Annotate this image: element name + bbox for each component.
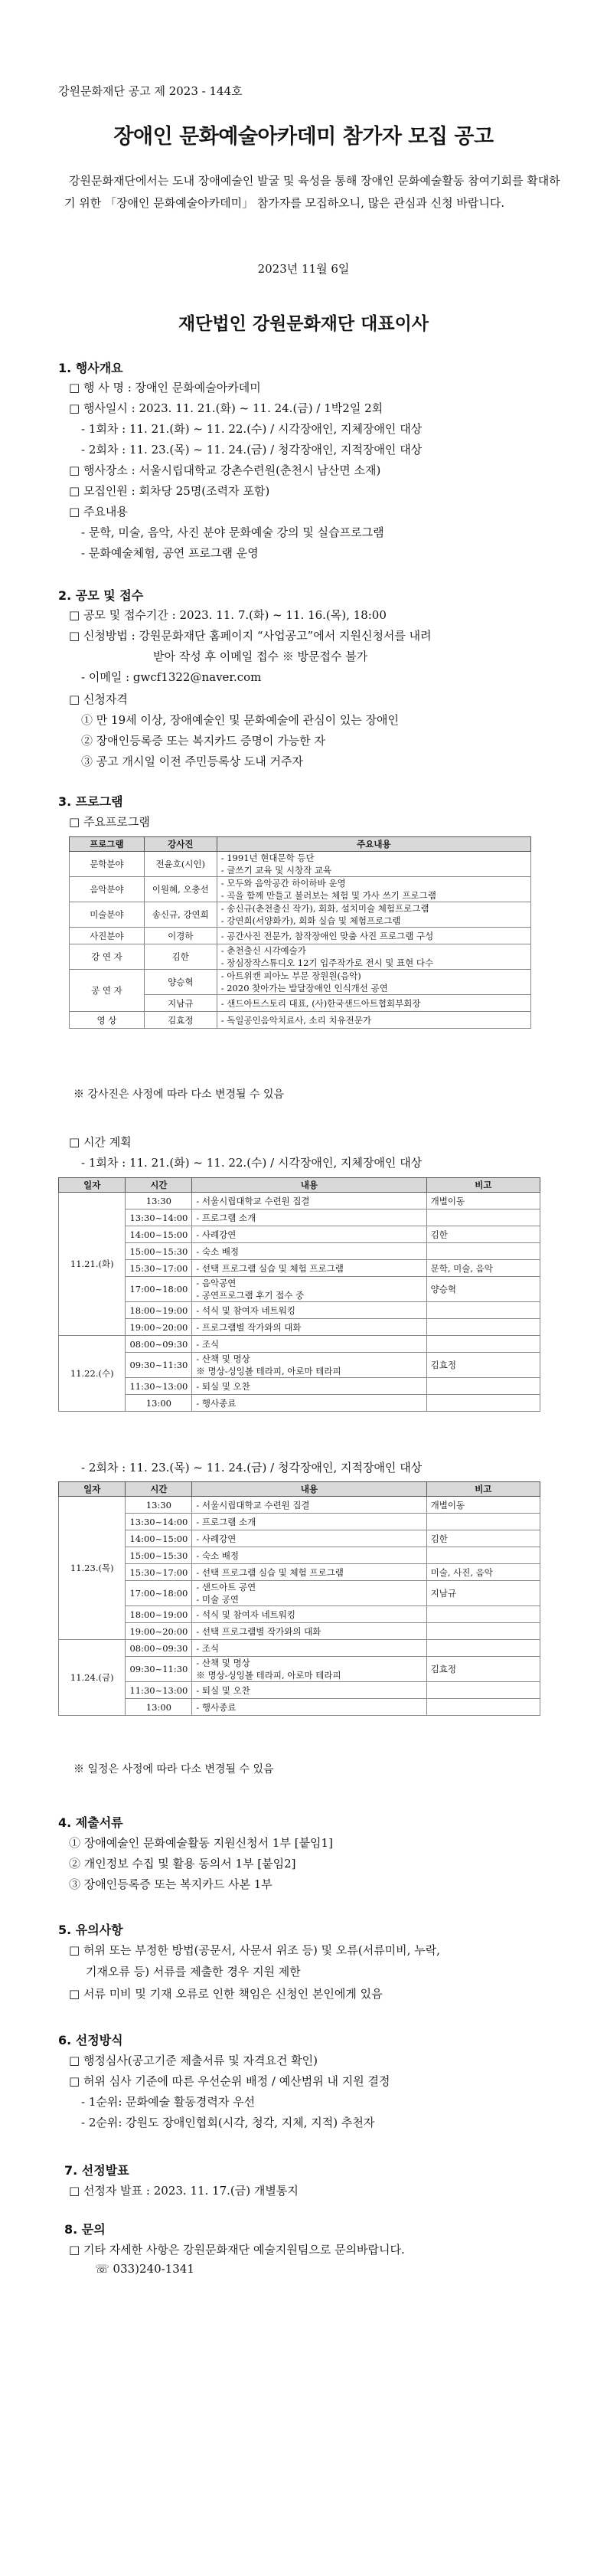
section-2-heading: 2. 공모 및 접수 <box>58 588 144 603</box>
program-cell: 강 연 자 <box>70 944 145 970</box>
content-cell: - 퇴실 및 오찬 <box>192 1682 426 1699</box>
content-cell: - 조식 <box>192 1336 426 1353</box>
table-row <box>59 1547 540 1564</box>
table-row <box>59 1319 540 1336</box>
s5-line: 기재오류 등) 서류를 제출한 경우 지원 제한 <box>86 1965 301 1979</box>
table-header: 시간 <box>126 1178 192 1193</box>
table-row <box>59 1209 540 1226</box>
s2-line: ③ 공고 개시일 이전 주민등록상 도내 거주자 <box>81 754 303 768</box>
s4-line: ② 개인정보 수집 및 활용 동의서 1부 [붙임2] <box>69 1857 296 1871</box>
time-cell: 18:00~19:00 <box>126 1606 192 1623</box>
program-cell: 문학분야 <box>70 852 145 877</box>
content-cell: - 서울시립대학교 수련원 집결 <box>192 1497 426 1514</box>
table-row <box>59 1640 540 1657</box>
time-cell: 09:30~11:30 <box>126 1353 192 1378</box>
table-header: 일자 <box>59 1178 126 1193</box>
round-1-label: - 1회차 : 11. 21.(화) ~ 11. 22.(수) / 시각장애인, 지체장애인 대상 <box>81 1156 423 1170</box>
s1-line: - 1회차 : 11. 21.(화) ~ 11. 22.(수) / 시각장애인, 지체장애인 대상 <box>81 422 423 436</box>
instructor-cell: 송신규, 강연희 <box>144 902 217 928</box>
program-cell: 음악분야 <box>70 877 145 902</box>
time-cell: 18:00~19:00 <box>126 1302 192 1319</box>
schedule-table-round-1 <box>58 1177 540 1412</box>
table-row <box>70 902 531 928</box>
time-cell: 17:00~18:00 <box>126 1277 192 1302</box>
time-cell: 15:00~15:30 <box>126 1243 192 1260</box>
content-cell: - 선택 프로그램 실습 및 체험 프로그램 <box>192 1564 426 1581</box>
program-note: ※ 강사진은 사정에 따라 다소 변경될 수 있음 <box>73 1088 285 1101</box>
remark-cell <box>426 1336 540 1353</box>
content-cell: - 1991년 현대문학 등단 - 글쓰기 교육 및 시창작 교육 <box>217 852 530 877</box>
remark-cell <box>426 1243 540 1260</box>
table-row <box>59 1606 540 1623</box>
table-header: 일자 <box>59 1482 126 1497</box>
organization-name: 재단법인 강원문화재단 대표이사 <box>178 314 429 334</box>
s1-line: □ 모집인원 : 회차당 25명(조력자 포함) <box>69 484 270 498</box>
remark-cell <box>426 1606 540 1623</box>
table-row <box>59 1378 540 1395</box>
table-header: 비고 <box>426 1482 540 1497</box>
remark-cell <box>426 1209 540 1226</box>
remark-cell: 문학, 미술, 음악 <box>426 1260 540 1277</box>
table-row <box>59 1336 540 1353</box>
s6-line: □ 허위 심사 기준에 따른 우선순위 배정 / 예산범위 내 지원 결정 <box>69 2074 390 2088</box>
table-row <box>59 1353 540 1378</box>
table-row <box>59 1243 540 1260</box>
section-1-heading: 1. 행사개요 <box>58 361 123 375</box>
remark-cell <box>426 1514 540 1530</box>
remark-cell: 김효정 <box>426 1353 540 1378</box>
section-8-heading: 8. 문의 <box>64 2222 106 2237</box>
remark-cell <box>426 1623 540 1640</box>
s2-line: ② 장애인등록증 또는 복지카드 증명이 가능한 자 <box>81 734 325 748</box>
table-row <box>59 1193 540 1209</box>
s3-subheading: □ 시간 계획 <box>69 1135 132 1149</box>
content-cell: - 숙소 배정 <box>192 1547 426 1564</box>
s2-line: □ 공모 및 접수기간 : 2023. 11. 7.(화) ~ 11. 16.(목), 18:00 <box>69 608 387 622</box>
round-2-label: - 2회차 : 11. 23.(목) ~ 11. 24.(금) / 청각장애인, 지적장애인 대상 <box>81 1461 423 1475</box>
content-cell: - 공간사진 전문가, 참작장애인 맞춤 사진 프로그램 구성 <box>217 928 530 944</box>
content-cell: - 선택 프로그램별 작가와의 대화 <box>192 1623 426 1640</box>
table-header: 내용 <box>192 1482 426 1497</box>
program-cell: 영 상 <box>70 1012 145 1029</box>
s2-line: □ 신청방법 : 강원문화재단 홈페이지 “사업공고”에서 지원신청서를 내려 <box>69 629 432 643</box>
table-row <box>59 1682 540 1699</box>
table-row <box>59 1699 540 1716</box>
s4-line: ③ 장애인등록증 또는 복지카드 사본 1부 <box>69 1877 272 1891</box>
content-cell: - 아트위캔 피아노 부문 장원원(음악) - 2020 찾아가는 발달장애인 인식개선 공연 <box>217 970 530 995</box>
content-cell: - 조식 <box>192 1640 426 1657</box>
table-row <box>59 1395 540 1412</box>
program-cell: 공 연 자 <box>70 970 145 1012</box>
content-cell: - 선택 프로그램 실습 및 체험 프로그램 <box>192 1260 426 1277</box>
content-cell: - 샌드아트스토리 대표, (사)한국샌드아트협회부회장 <box>217 995 530 1012</box>
program-cell: 사진분야 <box>70 928 145 944</box>
content-cell: - 퇴실 및 오찬 <box>192 1378 426 1395</box>
s4-line: ① 장애예술인 문화예술활동 지원신청서 1부 [붙임1] <box>69 1836 333 1850</box>
remark-cell: 김효정 <box>426 1657 540 1682</box>
time-cell: 19:00~20:00 <box>126 1623 192 1640</box>
table-row <box>70 1012 531 1029</box>
s1-line: □ 행 사 명 : 장애인 문화예술아카데미 <box>69 381 261 394</box>
instructor-cell: 김한 <box>144 944 217 970</box>
notice-number: 강원문화재단 공고 제 2023 - 144호 <box>58 84 243 98</box>
s8-line: □ 기타 자세한 사항은 강원문화재단 예술지원팀으로 문의바랍니다. <box>69 2243 405 2257</box>
content-cell: - 석식 및 참여자 네트워킹 <box>192 1606 426 1623</box>
s2-line: ① 만 19세 이상, 장애예술인 및 문화예술에 관심이 있는 장애인 <box>81 713 400 727</box>
s5-line: □ 서류 미비 및 기재 오류로 인한 책임은 신청인 본인에게 있음 <box>69 1987 383 2001</box>
time-cell: 08:00~09:30 <box>126 1336 192 1353</box>
time-cell: 08:00~09:30 <box>126 1640 192 1657</box>
s1-line: - 2회차 : 11. 23.(목) ~ 11. 24.(금) / 청각장애인, 지적장애인 대상 <box>81 443 423 457</box>
page-title: 장애인 문화예술아카데미 참가자 모집 공고 <box>113 125 494 149</box>
content-cell: - 행사종료 <box>192 1395 426 1412</box>
time-cell: 11:30~13:00 <box>126 1682 192 1699</box>
remark-cell: 개별이동 <box>426 1497 540 1514</box>
content-cell: - 서울시립대학교 수련원 집결 <box>192 1193 426 1209</box>
instructor-cell: 양승혁 <box>144 970 217 995</box>
content-cell: - 춘천출신 시각예술가 - 장심장작스튜디오 12기 입주작가로 전시 및 표현 다수 <box>217 944 530 970</box>
time-cell: 15:30~17:00 <box>126 1564 192 1581</box>
content-cell: - 프로그램별 작가와의 대화 <box>192 1319 426 1336</box>
remark-cell: 김한 <box>426 1226 540 1243</box>
remark-cell <box>426 1302 540 1319</box>
content-cell: - 행사종료 <box>192 1699 426 1716</box>
s2-line: - 이메일 : gwcf1322@naver.com <box>81 670 262 684</box>
table-row <box>70 877 531 902</box>
time-cell: 15:00~15:30 <box>126 1547 192 1564</box>
section-6-heading: 6. 선정방식 <box>58 2033 123 2047</box>
section-3-heading: 3. 프로그램 <box>58 794 123 809</box>
s5-line: □ 허위 또는 부정한 방법(공문서, 사문서 위조 등) 및 오류(서류미비, 누락, <box>69 1943 440 1957</box>
remark-cell: 양승혁 <box>426 1277 540 1302</box>
remark-cell <box>426 1547 540 1564</box>
remark-cell: 개별이동 <box>426 1193 540 1209</box>
table-row <box>59 1497 540 1514</box>
time-cell: 13:30 <box>126 1193 192 1209</box>
content-cell: - 샌드아트 공연 - 미술 공연 <box>192 1581 426 1606</box>
content-cell: - 석식 및 참여자 네트워킹 <box>192 1302 426 1319</box>
table-header: 프로그램 <box>70 837 145 852</box>
date-cell: 11.24.(금) <box>59 1640 126 1716</box>
contact-phone: ☏ 033)240-1341 <box>95 2262 194 2276</box>
remark-cell: 김한 <box>426 1530 540 1547</box>
program-cell: 미술분야 <box>70 902 145 928</box>
table-header: 시간 <box>126 1482 192 1497</box>
s1-line: □ 행사장소 : 서울시립대학교 강촌수련원(춘천시 남산면 소재) <box>69 463 381 477</box>
time-cell: 13:00 <box>126 1395 192 1412</box>
content-cell: - 음악공연 - 공연프로그램 후기 접수 중 <box>192 1277 426 1302</box>
remark-cell: 지남규 <box>426 1581 540 1606</box>
s6-line: □ 행정심사(공고기준 제출서류 및 자격요건 확인) <box>69 2054 318 2067</box>
table-row <box>59 1564 540 1581</box>
s6-line: - 2순위: 강원도 장애인협회(시각, 청각, 지체, 지적) 추천자 <box>81 2116 375 2129</box>
table-row <box>70 944 531 970</box>
s1-line: □ 주요내용 <box>69 505 128 519</box>
program-table <box>69 836 531 1029</box>
intro-paragraph: 강원문화재단에서는 도내 장애예술인 발굴 및 육성을 통해 장애인 문화예술활동 참여기회를 확대하기 위한 「장애인 문화예술아카데미」 참가자를 모집하오니, 많은 관심과 신청 바랍니다. <box>64 174 560 210</box>
instructor-cell: 지남규 <box>144 995 217 1012</box>
table-row <box>59 1530 540 1547</box>
table-row <box>59 1623 540 1640</box>
time-cell: 14:00~15:00 <box>126 1530 192 1547</box>
table-row <box>59 1302 540 1319</box>
table-header: 주요내용 <box>217 837 530 852</box>
table-header: 강사진 <box>144 837 217 852</box>
table-header: 내용 <box>192 1178 426 1193</box>
s1-line: - 문학, 미술, 음악, 사진 분야 문화예술 강의 및 실습프로그램 <box>81 525 384 539</box>
schedule-table-round-2 <box>58 1481 540 1716</box>
time-cell: 14:00~15:00 <box>126 1226 192 1243</box>
table-row <box>59 1260 540 1277</box>
s3-subheading: □ 주요프로그램 <box>69 815 150 829</box>
table-row <box>59 1277 540 1302</box>
remark-cell <box>426 1699 540 1716</box>
time-cell: 13:30~14:00 <box>126 1514 192 1530</box>
content-cell: - 송신규(춘천출신 작가), 회화, 설치미술 체험프로그램 - 강연희(서양화가), 회화 실습 및 체험프로그램 <box>217 902 530 928</box>
s2-line: 받아 작성 후 이메일 접수 ※ 방문접수 불가 <box>153 650 368 663</box>
table-row <box>70 852 531 877</box>
table-row <box>59 1514 540 1530</box>
section-4-heading: 4. 제출서류 <box>58 1815 123 1830</box>
s1-line: □ 행사일시 : 2023. 11. 21.(화) ~ 11. 24.(금) / 1박2일 2회 <box>69 401 383 415</box>
time-cell: 13:30 <box>126 1497 192 1514</box>
schedule-note: ※ 일정은 사정에 따라 다소 변경될 수 있음 <box>73 1763 274 1776</box>
content-cell: - 숙소 배정 <box>192 1243 426 1260</box>
table-row <box>70 928 531 944</box>
s1-line: - 문화예술체험, 공연 프로그램 운영 <box>81 546 259 560</box>
table-row <box>59 1657 540 1682</box>
instructor-cell: 이경하 <box>144 928 217 944</box>
time-cell: 13:30~14:00 <box>126 1209 192 1226</box>
time-cell: 09:30~11:30 <box>126 1657 192 1682</box>
remark-cell <box>426 1378 540 1395</box>
content-cell: - 모두와 음악공간 하이하바 운영 - 곡을 함께 만들고 불러보는 체험 및 가사 쓰기 프로그램 <box>217 877 530 902</box>
time-cell: 19:00~20:00 <box>126 1319 192 1336</box>
date-cell: 11.22.(수) <box>59 1336 126 1412</box>
instructor-cell: 이원혜, 오충선 <box>144 877 217 902</box>
remark-cell <box>426 1640 540 1657</box>
table-row <box>59 1226 540 1243</box>
table-row <box>59 1581 540 1606</box>
date-cell: 11.23.(목) <box>59 1497 126 1640</box>
instructor-cell: 전윤호(시인) <box>144 852 217 877</box>
content-cell: - 독일공인음악치료사, 소리 치유전문가 <box>217 1012 530 1029</box>
table-header: 비고 <box>426 1178 540 1193</box>
content-cell: - 산책 및 명상 ※ 명상-싱잉볼 테라피, 아로마 테라피 <box>192 1353 426 1378</box>
content-cell: - 사례강연 <box>192 1530 426 1547</box>
content-cell: - 프로그램 소개 <box>192 1514 426 1530</box>
s2-line: □ 신청자격 <box>69 692 128 706</box>
remark-cell <box>426 1395 540 1412</box>
remark-cell <box>426 1319 540 1336</box>
date-cell: 11.21.(화) <box>59 1193 126 1336</box>
section-5-heading: 5. 유의사항 <box>58 1923 123 1937</box>
time-cell: 17:00~18:00 <box>126 1581 192 1606</box>
notice-date: 2023년 11월 6일 <box>257 262 350 276</box>
content-cell: - 산책 및 명상 ※ 명상-싱잉볼 테라피, 아로마 테라피 <box>192 1657 426 1682</box>
content-cell: - 사례강연 <box>192 1226 426 1243</box>
remark-cell: 미술, 사진, 음악 <box>426 1564 540 1581</box>
table-row <box>70 970 531 995</box>
s7-line: □ 선정자 발표 : 2023. 11. 17.(금) 개별통지 <box>69 2184 299 2198</box>
section-7-heading: 7. 선정발표 <box>64 2163 129 2178</box>
s6-line: - 1순위: 문화예술 활동경력자 우선 <box>81 2095 256 2109</box>
time-cell: 11:30~13:00 <box>126 1378 192 1395</box>
content-cell: - 프로그램 소개 <box>192 1209 426 1226</box>
time-cell: 15:30~17:00 <box>126 1260 192 1277</box>
instructor-cell: 김효정 <box>144 1012 217 1029</box>
time-cell: 13:00 <box>126 1699 192 1716</box>
remark-cell <box>426 1682 540 1699</box>
